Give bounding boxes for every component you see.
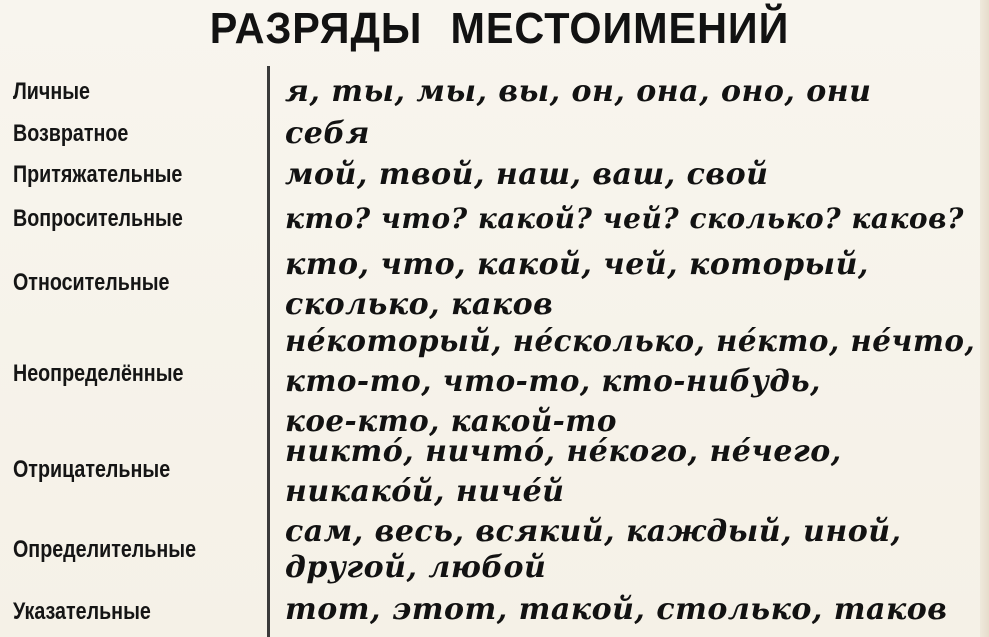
row-examples (285, 155, 768, 195)
row-label: Неопределённые (13, 360, 184, 387)
title-word-1: РАЗРЯДЫ (209, 4, 423, 53)
row-determinative (0, 514, 980, 592)
example-line: тот, этот, такой, столько, таков (285, 592, 948, 627)
row-examples (285, 72, 871, 112)
row-examples (285, 114, 370, 154)
example-line: другой, любой (285, 550, 547, 585)
row-relative (0, 245, 980, 325)
example-line: мой, твой, наш, ваш, свой (285, 157, 769, 192)
row-indefinite (0, 322, 980, 442)
example-line: никто́, ничто́, не́кого, не́чего, (285, 434, 842, 469)
example-line: я, ты, мы, вы, он, она, оно, они (285, 74, 872, 109)
row-label: Личные (13, 78, 90, 105)
page-title (35, 0, 965, 58)
example-line: кто, что, какой, чей, который, (285, 247, 869, 282)
example-line: сам, весь, всякий, каждый, иной, (285, 514, 902, 549)
row-negative (0, 432, 980, 512)
row-possessive (0, 155, 980, 195)
row-examples (285, 322, 975, 442)
example-line: кое-кто, какой-то (285, 404, 617, 439)
row-examples (285, 245, 869, 325)
row-reflexive (0, 114, 980, 154)
row-examples (285, 514, 901, 586)
example-line: не́который, не́сколько, не́кто, не́что, (285, 324, 976, 359)
right-edge-shade (980, 0, 989, 637)
example-line: никако́й, ниче́й (285, 474, 565, 509)
example-line: кто? что? какой? чей? сколько? каков? (285, 202, 964, 235)
row-examples (285, 590, 947, 630)
row-personal (0, 70, 980, 116)
row-label: Возвратное (13, 120, 129, 147)
row-interrogative (0, 197, 980, 241)
row-examples (285, 199, 964, 239)
row-label: Указательные (13, 598, 151, 625)
example-line: сколько, каков (285, 287, 554, 322)
example-line: себя (285, 116, 370, 151)
example-line: кто-то, что-то, кто-нибудь, (285, 364, 821, 399)
row-label: Притяжательные (13, 161, 183, 188)
title-word-2: МЕСТОИМЕНИЙ (450, 4, 790, 53)
row-label: Отрицательные (13, 456, 171, 483)
row-label: Вопросительные (13, 205, 183, 232)
row-examples (285, 432, 842, 512)
row-demonstrative (0, 590, 980, 634)
row-label: Относительные (13, 269, 170, 296)
row-label: Определительные (13, 536, 197, 563)
